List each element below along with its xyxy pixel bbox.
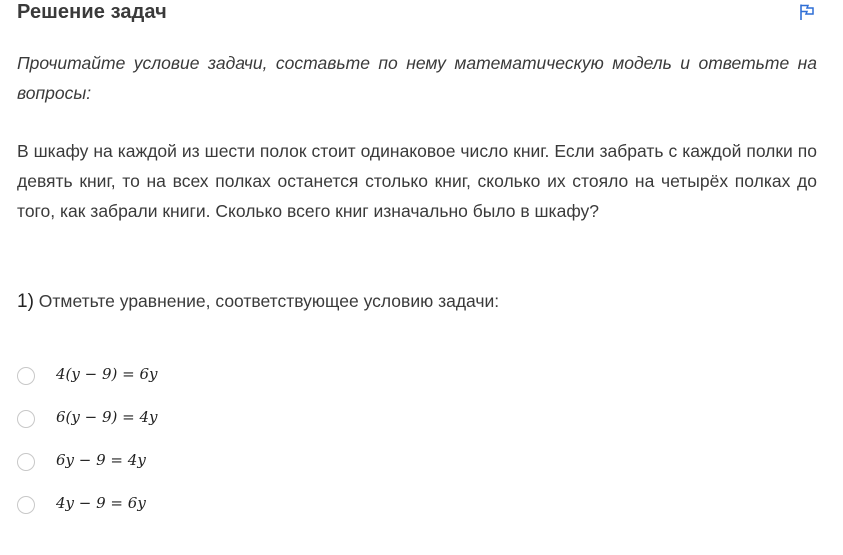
- header: [17, 0, 817, 30]
- radio-button[interactable]: [17, 410, 35, 428]
- option-label: 4y − 9 = 6y: [56, 494, 146, 512]
- answer-option[interactable]: [17, 492, 417, 535]
- instruction-text: Прочитайте условие задачи, составьте по нему математическую модель и ответьте на вопросы:: [17, 53, 817, 103]
- question-1: [17, 286, 499, 317]
- option-label: 6(y − 9) = 4y: [56, 408, 158, 426]
- radio-button[interactable]: [17, 496, 35, 514]
- question-number: 1): [17, 291, 34, 312]
- problem-text: В шкафу на каждой из шести полок стоит одинаковое число книг. Если забрать с каждой полки по девять книг, то на всех полках останется столько книг, сколько их стояло на четырёх полках до того, как забрали книги. Сколько всего книг изначально было в шкафу?: [17, 141, 817, 221]
- page-title: Решение задач: [17, 1, 167, 23]
- answer-options: [17, 363, 417, 535]
- answer-option[interactable]: [17, 363, 417, 406]
- report-flag-button[interactable]: [798, 3, 816, 21]
- radio-button[interactable]: [17, 453, 35, 471]
- flag-icon: [798, 3, 816, 21]
- option-label: 6y − 9 = 4y: [56, 451, 146, 469]
- question-text: Отметьте уравнение, соответствующее условию задачи:: [38, 291, 500, 311]
- answer-option[interactable]: [17, 449, 417, 492]
- option-label: 4(y − 9) = 6y: [56, 365, 158, 383]
- radio-button[interactable]: [17, 367, 35, 385]
- answer-option[interactable]: [17, 406, 417, 449]
